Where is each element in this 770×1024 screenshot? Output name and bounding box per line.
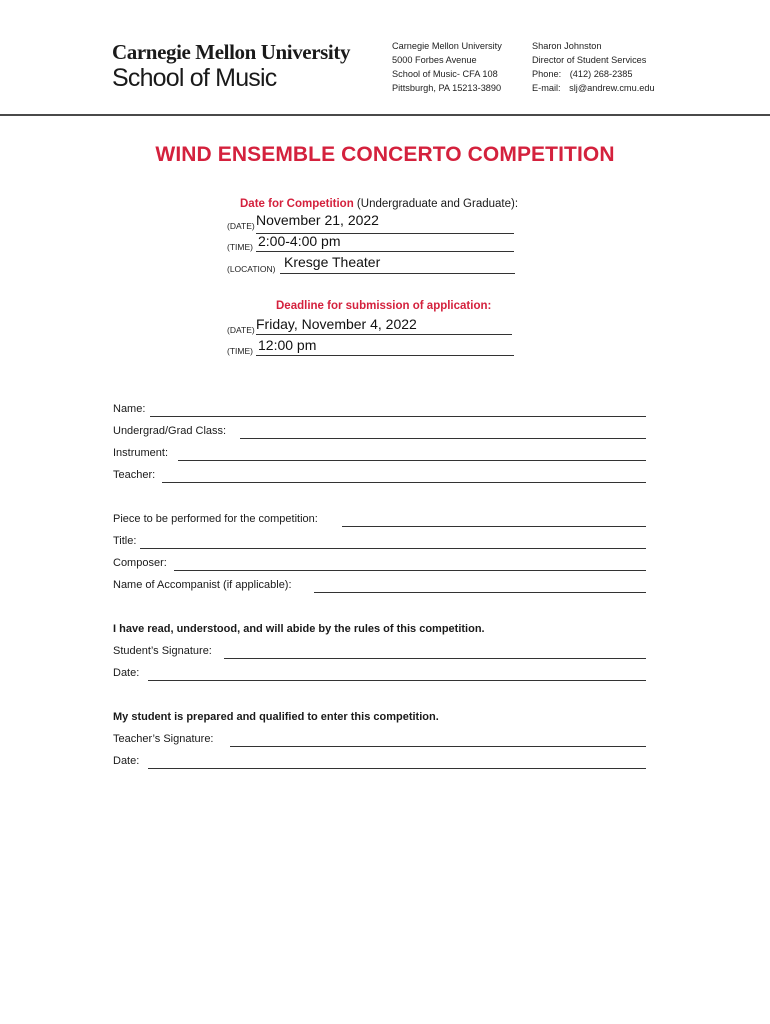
name-field[interactable] xyxy=(150,415,646,417)
composer-field[interactable] xyxy=(174,569,646,571)
header-divider xyxy=(0,114,770,116)
email-link[interactable]: slj@andrew.cmu.edu xyxy=(569,83,655,93)
deadline-date-label: (DATE) xyxy=(227,325,255,335)
competition-location-label: (LOCATION) xyxy=(227,264,276,274)
teacher-date-label: Date: xyxy=(113,755,140,767)
class-field[interactable] xyxy=(240,437,646,439)
accompanist-label: Name of Accompanist (if applicable): xyxy=(113,579,292,591)
address-block xyxy=(392,39,502,95)
competition-date-value: November 21, 2022 xyxy=(256,212,379,228)
composer-label: Composer: xyxy=(113,557,167,569)
instrument-label: Instrument: xyxy=(113,447,169,459)
title-label: Title: xyxy=(113,535,137,547)
address-line: School of Music- CFA 108 xyxy=(392,69,498,79)
accompanist-field[interactable] xyxy=(314,591,646,593)
title-field[interactable] xyxy=(140,547,646,549)
student-date-field[interactable] xyxy=(148,679,646,681)
name-label: Name: xyxy=(113,403,146,415)
competition-heading-rest: (Undergraduate and Graduate): xyxy=(353,198,519,210)
deadline-heading: Deadline for submission of application: xyxy=(276,300,492,312)
competition-location-value: Kresge Theater xyxy=(284,254,381,270)
address-line: Pittsburgh, PA 15213-3890 xyxy=(392,83,502,93)
class-label: Undergrad/Grad Class: xyxy=(113,425,227,437)
piece-label: Piece to be performed for the competition: xyxy=(113,513,318,525)
teacher-signature-field[interactable] xyxy=(230,745,646,747)
email-label: E-mail: xyxy=(532,83,561,93)
phone-value: (412) 268-2385 xyxy=(569,69,633,79)
deadline-date-value: Friday, November 4, 2022 xyxy=(256,316,417,332)
address-line: Carnegie Mellon University xyxy=(392,41,502,51)
teacher-signature-label: Teacher’s Signature: xyxy=(113,733,214,745)
contact-block xyxy=(532,39,655,95)
competition-heading xyxy=(240,198,518,210)
school-logo-text: School of Music xyxy=(112,64,277,92)
student-statement: I have read, understood, and will abide by the rules of this competition. xyxy=(113,623,485,635)
address-line: 5000 Forbes Avenue xyxy=(392,55,477,65)
teacher-field[interactable] xyxy=(162,481,646,483)
teacher-date-field[interactable] xyxy=(148,767,646,769)
contact-role: Director of Student Services xyxy=(532,55,647,65)
piece-field[interactable] xyxy=(342,525,646,527)
competition-heading-red: Date for Competition xyxy=(240,198,354,210)
competition-time-value: 2:00-4:00 pm xyxy=(258,233,341,249)
deadline-time-value: 12:00 pm xyxy=(258,337,317,353)
competition-date-label: (DATE) xyxy=(227,221,255,231)
contact-phone-row xyxy=(532,67,655,81)
teacher-statement: My student is prepared and qualified to enter this competition. xyxy=(113,711,439,723)
student-signature-label: Student’s Signature: xyxy=(113,645,212,657)
competition-time-label: (TIME) xyxy=(227,242,253,252)
instrument-field[interactable] xyxy=(178,459,646,461)
contact-name: Sharon Johnston xyxy=(532,41,602,51)
page-title: WIND ENSEMBLE CONCERTO COMPETITION xyxy=(155,143,615,166)
phone-label: Phone: xyxy=(532,69,562,79)
contact-email-row xyxy=(532,81,655,95)
deadline-time-label: (TIME) xyxy=(227,346,253,356)
student-signature-field[interactable] xyxy=(224,657,646,659)
university-logo-text: Carnegie Mellon University xyxy=(112,40,351,64)
student-date-label: Date: xyxy=(113,667,140,679)
teacher-label: Teacher: xyxy=(113,469,156,481)
